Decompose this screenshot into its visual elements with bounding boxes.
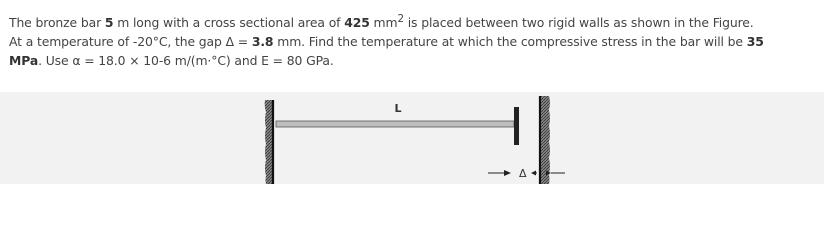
problem-line-1 — [9, 10, 817, 32]
text: At a temperature of -20°C, the gap Δ = — [9, 34, 252, 50]
bar-end-plate — [514, 107, 519, 145]
text: mm — [369, 15, 398, 31]
gap-arrow-left-icon — [531, 171, 536, 176]
text: The bronze bar — [9, 15, 105, 31]
problem-line-3 — [9, 51, 817, 70]
text: is placed between two rigid walls as shown in the Figure. — [403, 15, 754, 31]
stress-unit: MPa — [9, 53, 39, 69]
bar-length-value: 5 — [104, 15, 114, 31]
gap-value: 3.8 — [251, 34, 274, 50]
text: . Use α = 18.0 × 10-6 m/(m·°C) and E = 80 GPa. — [38, 53, 334, 69]
problem-statement — [9, 10, 817, 70]
gap-indicator — [488, 167, 565, 180]
figure-panel — [0, 92, 824, 184]
problem-line-2 — [9, 32, 817, 51]
text: mm. Find the temperature at which the compressive stress in the bar will be — [273, 34, 747, 50]
area-value: 425 — [344, 15, 370, 31]
left-wall — [265, 100, 273, 184]
stress-value: 35 — [746, 34, 764, 50]
gap-label: Δ — [519, 167, 527, 180]
bar-diagram — [0, 92, 824, 184]
right-wall — [540, 96, 550, 184]
superscript: 2 — [397, 13, 404, 25]
bronze-bar — [276, 121, 514, 127]
text: m long with a cross sectional area of — [113, 15, 345, 31]
length-label: L — [394, 102, 402, 115]
